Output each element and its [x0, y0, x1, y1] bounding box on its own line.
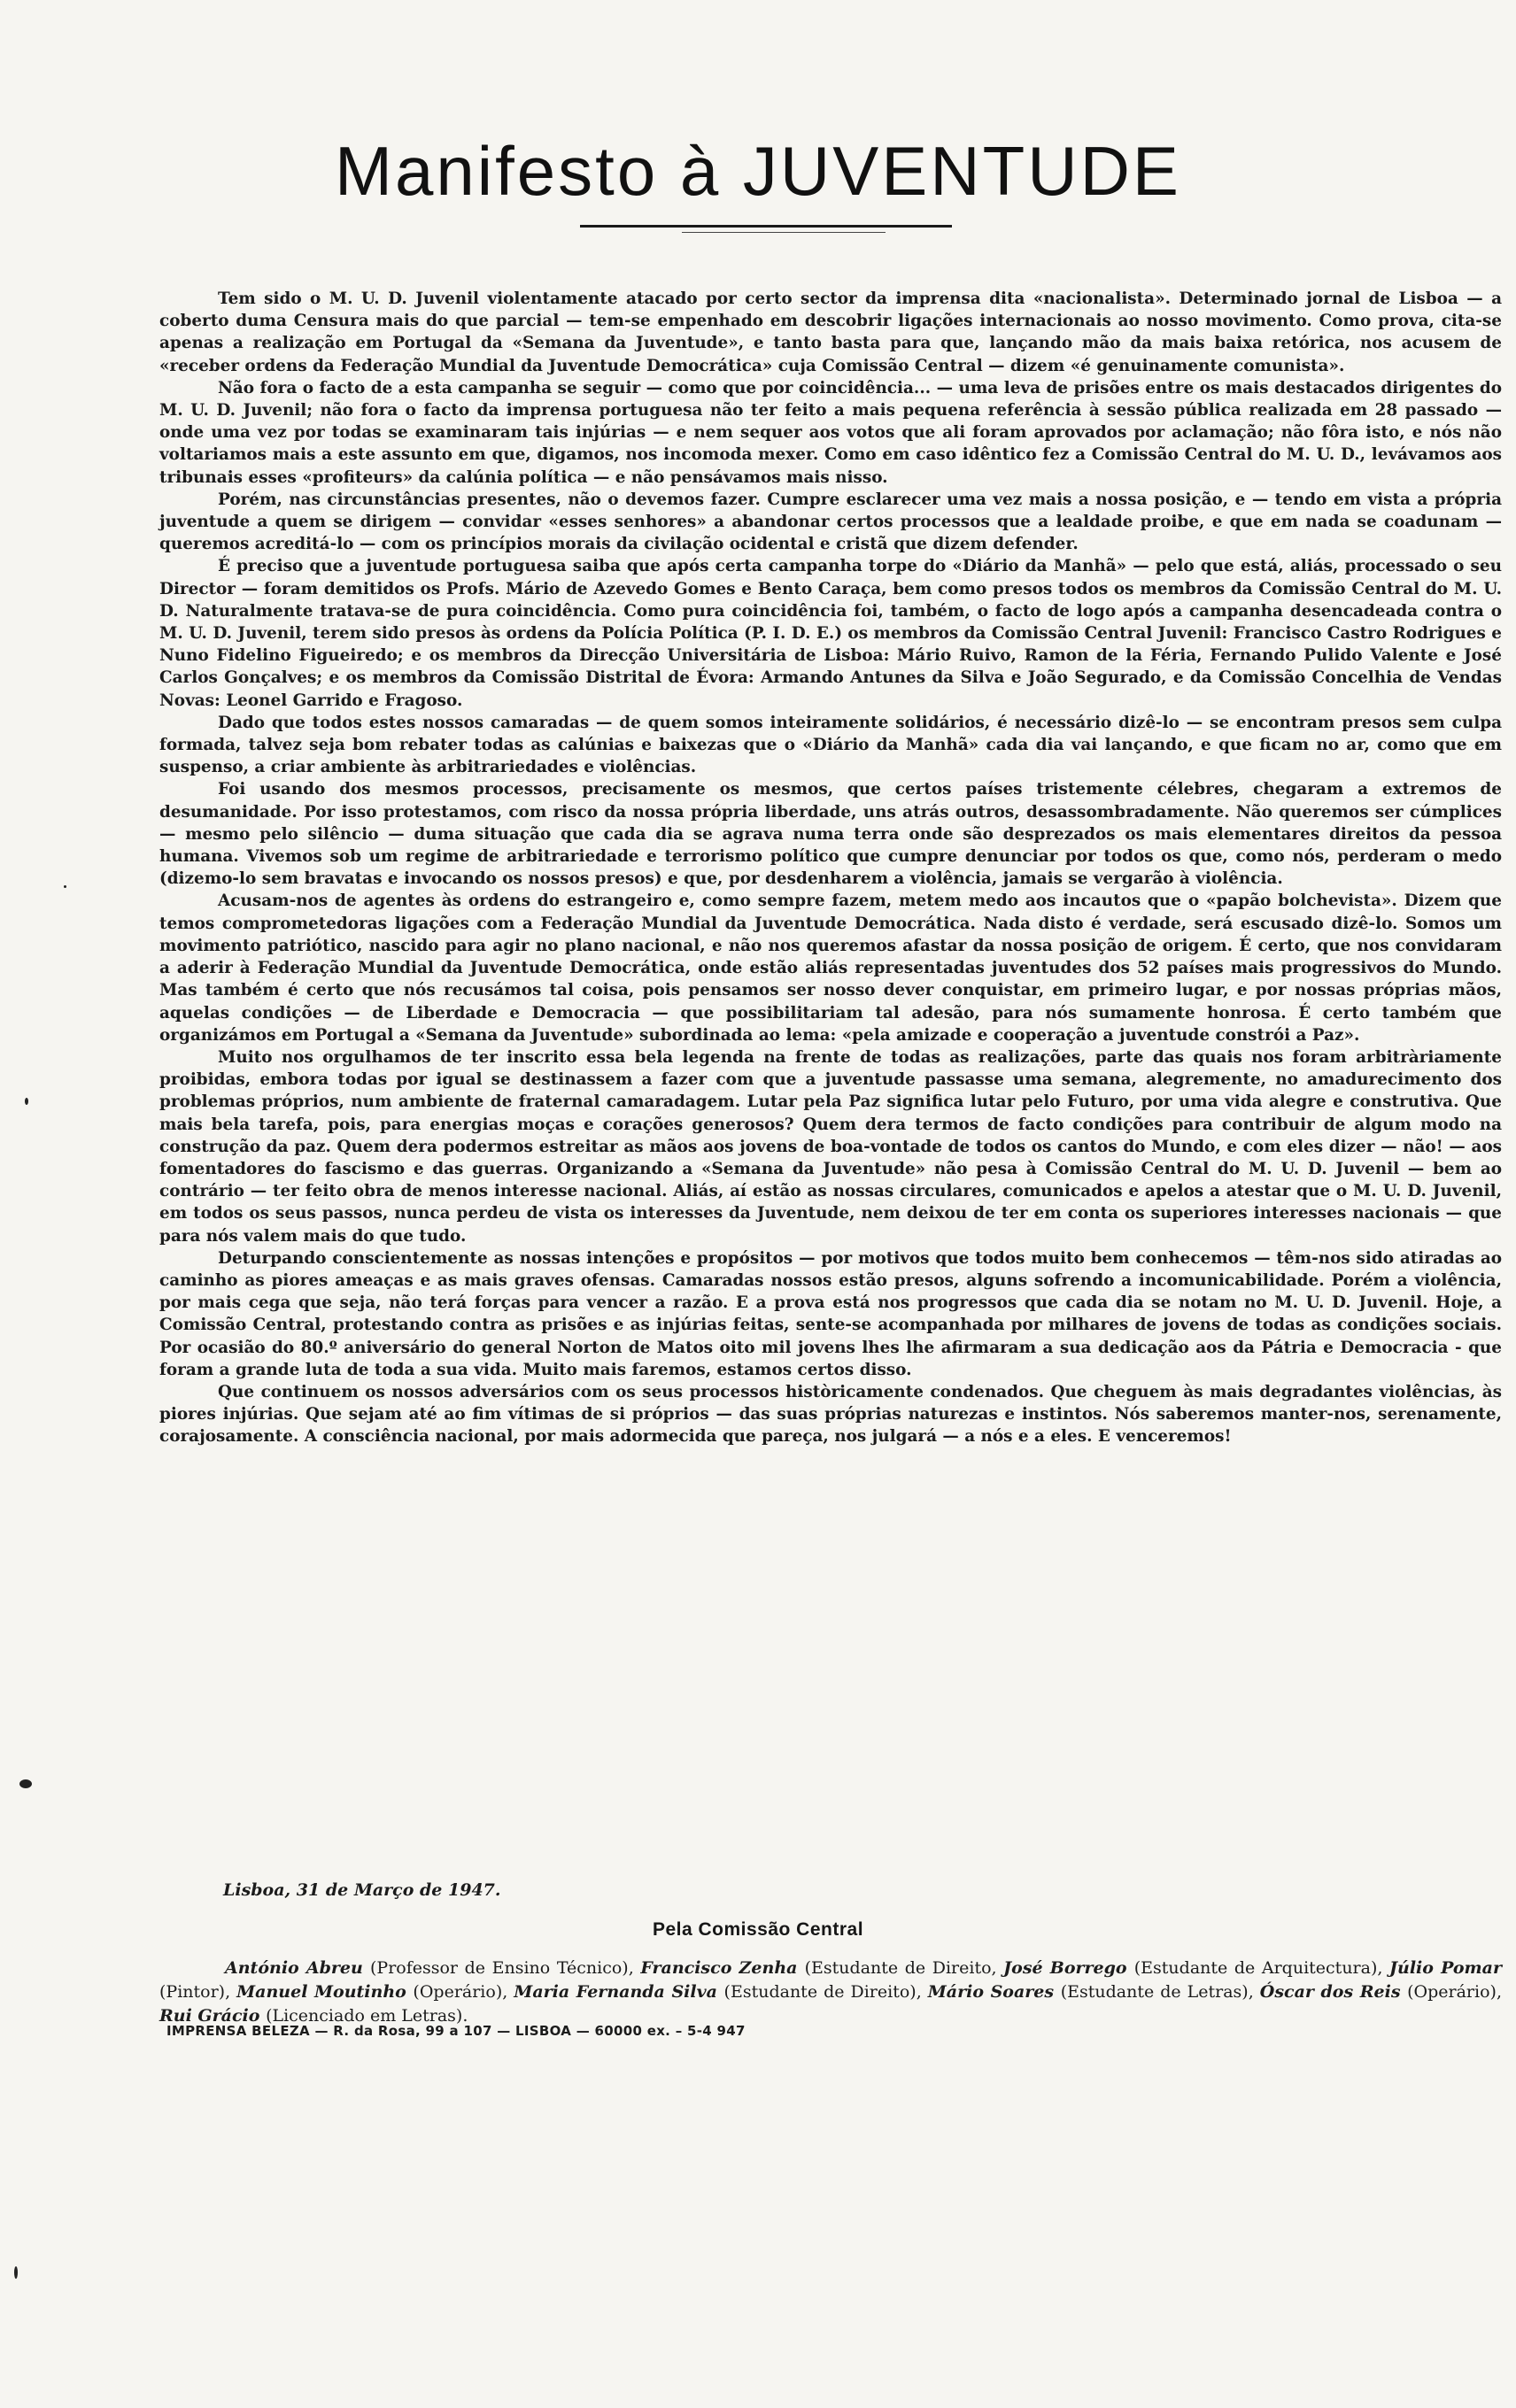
signatory-role: (Operário), [1407, 1982, 1502, 2002]
signatories [159, 1956, 1502, 2028]
signatory-role: (Estudante de Letras), [1060, 1982, 1260, 2002]
paragraph: Que continuem os nossos adversários com os seus processos històricamente condenados. Que cheguem às mais degradantes violências, às piores injúrias. Que sejam até ao fim vítimas de si próprios — das suas próprias naturezas e instintos. Nós saberemos manter-nos, serenamente, corajosamente. A consciência nacional, por mais adormecida que pareça, nos julgará — a nós e a eles. E venceremos! [159, 1382, 1502, 1447]
title-rule-secondary [682, 232, 886, 233]
title-rule [580, 225, 952, 228]
signatory-role: (Estudante de Direito, [804, 1958, 1004, 1978]
signatory-name: Júlio Pomar [1389, 1958, 1502, 1978]
manifesto-body [159, 288, 1502, 1448]
signatory-role: (Professor de Ensino Técnico), [370, 1958, 641, 1978]
signatory-name: António Abreu [225, 1958, 370, 1978]
paragraph: Acusam-nos de agentes às ordens do estrangeiro e, como sempre fazem, metem medo aos incautos que o «papão bolchevista». Dizem que temos comprometedoras ligações com a Federação Mundial da Juventude Democrática. Nada disto é verdade, será escusado dizê-lo. Somos um movimento patriótico, nascido para agir no plano nacional, e não nos queremos afastar da nossa posição de origem. É certo, que nos convidaram a aderir à Federação Mundial da Juventude Democrática, onde estão aliás representadas juventudes dos 52 países mais progressivos do Mundo. Mas também é certo que nós recusámos tal coisa, pois pensamos ser nosso dever conquistar, em primeiro lugar, e por nossas próprias mãos, aquelas condições — de Liberdade e Democracia — que possibilitariam tal adesão, para nós sumamente honrosa. É certo também que organizámos em Portugal a «Semana da Juventude» subordinada ao lema: «pela amizade e cooperação a juventude constrói a Paz». [159, 891, 1502, 1045]
signatory-name: Francisco Zenha [640, 1958, 805, 1978]
scan-speck [14, 2266, 18, 2279]
signatory-name: Mário Soares [927, 1982, 1061, 2002]
signatory-role: (Operário), [413, 1982, 514, 2002]
paragraph: Foi usando dos mesmos processos, precisamente os mesmos, que certos países tristemente célebres, chegaram a extremos de desumanidade. Por isso protestamos, com risco da nossa própria liberdade, uns atrás outros, desassombradamente. Não queremos ser cúmplices — mesmo pelo silêncio — duma situação que cada dia se agrava numa terra onde são desprezados os mais elementares direitos da pessoa humana. Vivemos sob um regime de arbitrariedade e terrorismo político que cumpre denunciar por todos os que, como nós, perderam o medo (dizemo-lo sem bravatas e invocando os nossos presos) e que, por desdenharem a violência, jamais se vergarão à violência. [159, 780, 1502, 889]
signatory-name: Maria Fernanda Silva [514, 1982, 724, 2002]
signatory-role: (Pintor), [159, 1982, 237, 2002]
place-date: Lisboa, 31 de Março de 1947. [223, 1880, 501, 1900]
page-title: Manifesto à JUVENTUDE [335, 132, 1181, 211]
signatory-role: (Licenciado em Letras). [266, 2006, 468, 2026]
paragraph: Não fora o facto de a esta campanha se seguir — como que por coincidência... — uma leva de prisões entre os mais destacados dirigentes do M. U. D. Juvenil; não fora o facto da imprensa portuguesa não ter feito a mais pequena referência à sessão pública realizada em 28 passado — onde uma vez por todas se examinaram tais injúrias — e nem sequer aos votos que ali foram aprovados por aclamação; não fôra isto, e nós não voltariamos mais a este assunto em que, digamos, nos incomoda mexer. Como em caso idêntico fez a Comissão Central do M. U. D., levávamos aos tribunais esses «profiteurs» da calúnia política — e não pensávamos mais nisso. [159, 378, 1502, 487]
paragraph: Tem sido o M. U. D. Juvenil violentamente atacado por certo sector da imprensa dita «nacionalista». Determinado jornal de Lisboa — a coberto duma Censura mais do que parcial — tem-se empenhado em descobrir ligações internacionais ao nosso movimento. Como prova, cita-se apenas a realização em Portugal da «Semana da Juventude», e tanto basta para que, lançando mão da mais baixa retórica, nos acusem de «receber ordens da Federação Mundial da Juventude Democrática» cuja Comissão Central — dizem «é genuinamente comunista». [159, 289, 1502, 375]
signatory-role: (Estudante de Direito), [723, 1982, 928, 2002]
signatory-name: José Borrego [1003, 1958, 1134, 1978]
commission-heading: Pela Comissão Central [652, 1919, 864, 1940]
signatory-role: (Estudante de Arquitectura), [1133, 1958, 1390, 1978]
signatory-name: Manuel Moutinho [236, 1982, 414, 2002]
paragraph: Muito nos orgulhamos de ter inscrito essa bela legenda na frente de todas as realizações, parte das quais nos foram arbitràriamente proibidas, embora todas por igual se destinassem a fazer com que a juventude passasse uma semana, alegremente, no amadurecimento dos problemas próprios, num ambiente de fraternal camaradagem. Lutar pela Paz significa lutar pelo Futuro, por uma vida alegre e construtiva. Que mais bela tarefa, pois, para energias moças e corações generosos? Quem dera termos de facto condições para contribuir de algum modo na construção da paz. Quem dera podermos estreitar as mãos aos jovens de boa-vontade de todos os cantos do Mundo, e com eles dizer — não! — aos fomentadores do fascismo e das guerras. Organizando a «Semana da Juventude» não pesa à Comissão Central do M. U. D. Juvenil — bem ao contrário — ter feito obra de menos interesse nacional. Aliás, aí estão as nossas circulares, comunicados e apelos a atestar que o M. U. D. Juvenil, em todos os seus passos, nunca perdeu de vista os interesses da Juventude, nem deixou de ter em conta os superiores interesses nacionais — que para nós valem mais do que tudo. [159, 1047, 1502, 1246]
signatory-name: Rui Grácio [159, 2006, 267, 2026]
printer-imprint: IMPRENSA BELEZA — R. da Rosa, 99 a 107 — LISBOA — 60000 ex. – 5-4 947 [166, 2023, 746, 2039]
scan-speck [19, 1779, 32, 1788]
paragraph: Porém, nas circunstâncias presentes, não o devemos fazer. Cumpre esclarecer uma vez mais a nossa posição, e — tendo em vista a própria juventude a quem se dirigem — convidar «esses senhores» a abandonar certos processos que a lealdade proibe, e que em nada se coadunam — queremos acreditá-lo — com os princípios morais da civilação ocidental e cristã que dizem defender. [159, 490, 1502, 554]
scan-speck [64, 885, 66, 888]
scan-speck [25, 1098, 28, 1105]
paragraph: Deturpando conscientemente as nossas intenções e propósitos — por motivos que todos muito bem conhecemos — têm-nos sido atiradas ao caminho as piores ameaças e as mais graves ofensas. Camaradas nossos estão presos, alguns sofrendo a incomunicabilidade. Porém a violência, por mais cega que seja, não terá forças para vencer a razão. E a prova está nos progressos que cada dia se notam no M. U. D. Juvenil. Hoje, a Comissão Central, protestando contra as prisões e as injúrias feitas, sente-se acompanhada por milhares de jovens de todas as condições sociais. Por ocasião do 80.º aniversário do general Norton de Matos oito mil jovens lhes lhe afirmaram a sua dedicação aos da Pátria e Democracia - que foram a grande luta de toda a sua vida. Muito mais faremos, estamos certos disso. [159, 1248, 1502, 1379]
paragraph: É preciso que a juventude portuguesa saiba que após certa campanha torpe do «Diário da Manhã» — pelo que está, aliás, processado o seu Director — foram demitidos os Profs. Mário de Azevedo Gomes e Bento Caraça, bem como presos todos os membros da Comissão Central do M. U. D. Naturalmente tratava-se de pura coincidência. Como pura coincidência foi, também, o facto de logo após a campanha desencadeada contra o M. U. D. Juvenil, terem sido presos às ordens da Polícia Política (P. I. D. E.) os membros da Comissão Central Juvenil: Francisco Castro Rodrigues e Nuno Fidelino Figueiredo; e os membros da Direcção Universitária de Lisboa: Mário Ruivo, Ramon de la Féria, Fernando Pulido Valente e José Carlos Gonçalves; e os membros da Comissão Distrital de Évora: Armando Antunes da Silva e João Segurado, e da Comissão Concelhia de Vendas Novas: Leonel Garrido e Fragoso. [159, 557, 1502, 710]
paragraph: Dado que todos estes nossos camaradas — de quem somos inteiramente solidários, é necessário dizê-lo — se encontram presos sem culpa formada, talvez seja bom rebater todas as calúnias e baixezas que o «Diário da Manhã» cada dia vai lançando, e que ficam no ar, como que em suspenso, a criar ambiente às arbitrariedades e violências. [159, 713, 1502, 777]
signatory-name: Óscar dos Reis [1259, 1982, 1408, 2002]
